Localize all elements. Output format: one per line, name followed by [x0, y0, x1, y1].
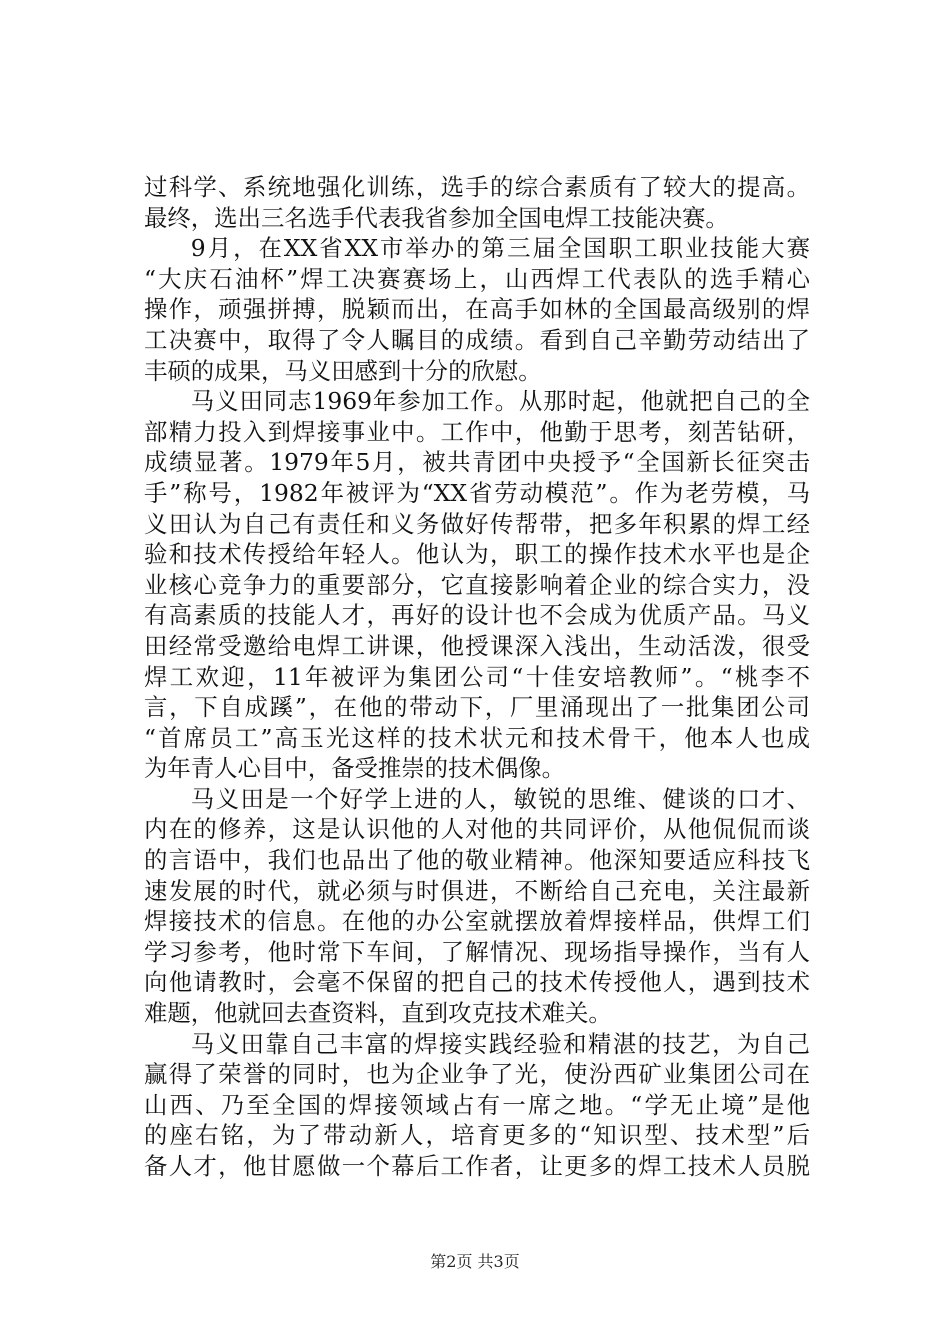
text-line: 学习参考，他时常下车间，了解情况、现场指导操作，当有人: [144, 937, 810, 966]
text-line: 难题，他就回去查资料，直到攻克技术难关。: [144, 999, 612, 1028]
paragraph: [144, 784, 810, 1029]
text-line: 言，下自成蹊”，在他的带动下，厂里涌现出了一批集团公司: [144, 693, 810, 722]
text-line: 9月，在XX省XX市举办的第三届全国职工职业技能大赛: [190, 234, 810, 263]
document-body: [144, 172, 810, 1182]
text-line: 手”称号，1982年被评为“XX省劳动模范”。作为老劳模，马: [144, 478, 810, 507]
text-line: 内在的修养，这是认识他的人对他的共同评价，从他侃侃而谈: [144, 815, 810, 844]
text-line: 向他请教时，会毫不保留的把自己的技术传授他人，遇到技术: [144, 968, 810, 997]
text-line: “首席员工”高玉光这样的技术状元和技术骨干，他本人也成: [144, 723, 810, 752]
text-line: 工决赛中，取得了令人瞩目的成绩。看到自己辛勤劳动结出了: [144, 325, 810, 354]
text-line: 焊工欢迎，11年被评为集团公司“十佳安培教师”。“桃李不: [144, 662, 810, 691]
text-line: 田经常受邀给电焊工讲课，他授课深入浅出，生动活泼，很受: [144, 631, 810, 660]
text-line: 过科学、系统地强化训练，选手的综合素质有了较大的提高。: [144, 173, 810, 201]
text-line: 最终，选出三名选手代表我省参加全国电焊工技能决赛。: [144, 203, 729, 232]
text-line: 的言语中，我们也品出了他的敬业精神。他深知要适应科技飞: [144, 846, 810, 875]
text-line: 义田认为自己有责任和义务做好传帮带，把多年积累的焊工经: [144, 509, 810, 538]
text-line: 操作，顽强拼搏，脱颖而出，在高手如林的全国最高级别的焊: [144, 295, 810, 324]
text-line: 备人才，他甘愿做一个幕后工作者，让更多的焊工技术人员脱: [144, 1152, 810, 1180]
text-line: 山西、乃至全国的焊接领域占有一席之地。“学无止境”是他: [144, 1090, 810, 1119]
text-line: 马义田同志1969年参加工作。从那时起，他就把自己的全: [190, 387, 810, 416]
text-line: “大庆石油杯”焊工决赛赛场上，山西焊工代表队的选手精心: [144, 264, 810, 293]
text-line: 马义田靠自己丰富的焊接实践经验和精湛的技艺，为自己: [190, 1029, 810, 1058]
text-line: 验和技术传授给年轻人。他认为，职工的操作技术水平也是企: [144, 540, 810, 569]
text-line: 有高素质的技能人才，再好的设计也不会成为优质产品。马义: [144, 601, 810, 630]
text-line: 马义田是一个好学上进的人，敏锐的思维、健谈的口才、: [190, 784, 810, 813]
text-line: 赢得了荣誉的同时，也为企业争了光，使汾西矿业集团公司在: [144, 1060, 810, 1089]
text-line: 成绩显著。1979年5月，被共青团中央授予“全国新长征突击: [144, 448, 810, 477]
text-line: 业核心竞争力的重要部分，它直接影响着企业的综合实力，没: [144, 570, 810, 599]
text-line: 为年青人心目中，备受推崇的技术偶像。: [144, 754, 566, 783]
text-line: 的座右铭，为了带动新人，培育更多的“知识型、技术型”后: [144, 1121, 810, 1150]
text-line: 速发展的时代，就必须与时俱进，不断给自己充电，关注最新: [144, 876, 810, 905]
page-footer: 第2页 共3页: [430, 1252, 520, 1271]
paragraph: [144, 233, 810, 386]
paragraph: [144, 386, 810, 784]
paragraph: [144, 1029, 810, 1182]
text-line: 焊接技术的信息。在他的办公室就摆放着焊接样品，供焊工们: [144, 907, 810, 936]
text-line: 部精力投入到焊接事业中。工作中，他勤于思考，刻苦钻研，: [144, 417, 810, 446]
paragraph: [144, 172, 810, 233]
text-line: 丰硕的成果，马义田感到十分的欣慰。: [144, 356, 542, 385]
